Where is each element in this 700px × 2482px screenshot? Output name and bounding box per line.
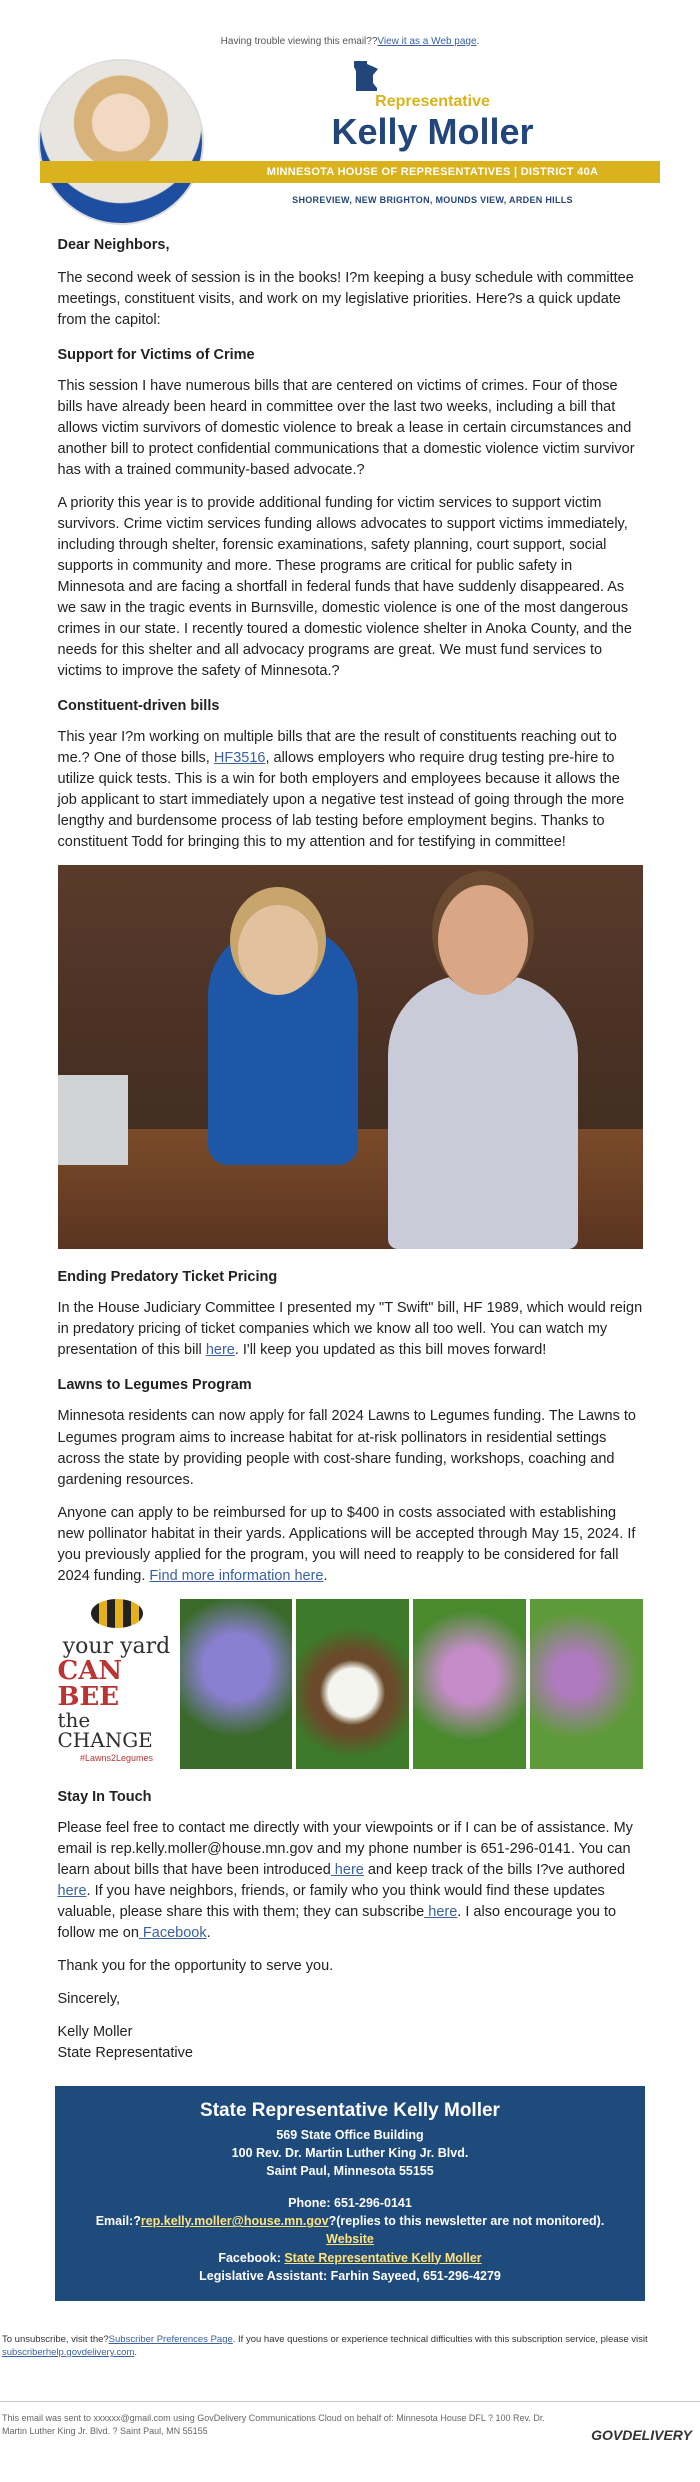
hearing-monitor bbox=[58, 1075, 128, 1165]
logo-line-1: your yard bbox=[62, 1633, 171, 1659]
stay-text-2: and keep track of the bills I?ve authored bbox=[363, 1861, 626, 1878]
flower-photo-2 bbox=[296, 1599, 409, 1769]
stay-text-3: . If you have neighbors, friends, or family who you think would find these updates valuable, please share this with them; they can subscribe bbox=[57, 1882, 605, 1920]
signature-title: State Representative bbox=[57, 2044, 193, 2061]
stay-text-4: . I also encourage you to follow me on bbox=[57, 1903, 617, 1941]
footer-email-line bbox=[55, 2212, 645, 2230]
hf3516-link[interactable]: HF3516 bbox=[213, 750, 266, 767]
view-online-bar bbox=[0, 0, 700, 55]
flower-photo-4 bbox=[530, 1599, 643, 1769]
footer-title: State Representative Kelly Moller bbox=[200, 2099, 500, 2121]
lawns-text-2: . bbox=[323, 1567, 328, 1584]
footer-website-line bbox=[55, 2230, 645, 2248]
newsletter-body bbox=[58, 235, 643, 2064]
footer-address-3: Saint Paul, Minnesota 55155 bbox=[266, 2164, 434, 2179]
logo-line-3: the CHANGE bbox=[57, 1707, 153, 1752]
committee-hearing-photo bbox=[58, 865, 643, 1249]
ticket-text-2: . I'll keep you updated as this bill moves forward! bbox=[234, 1342, 547, 1359]
subscriber-preferences-link[interactable]: Subscriber Preferences Page bbox=[108, 2333, 233, 2345]
facebook-link[interactable]: Facebook bbox=[138, 1924, 207, 1941]
lawns-paragraph-1: Minnesota residents can now apply for fall 2024 Lawns to Legumes funding. The Lawns to Legumes program aims to increase habitat for at-risk pollinators in residential settings across the state by providing people with cost-share funding, workshops, coaching and gardening resources. bbox=[57, 1408, 636, 1488]
title-label: Representative bbox=[375, 93, 490, 110]
representative-head bbox=[238, 905, 318, 995]
stay-text-1: Please feel free to contact me directly with your viewpoints or if I can be of assistance. My email is rep.kelly.moller@house.mn.gov and my phone number is 651-296-0141. You can learn about bills that have been introduced bbox=[57, 1819, 633, 1878]
lawns-info-link[interactable]: Find more information here bbox=[149, 1567, 324, 1584]
delivery-text: This email was sent to xxxxxx@gmail.com using GovDelivery Communications Cloud on behalf of: Minnesota House DFL ? 100 Rev. Dr. Martin Luther King Jr. Blvd. ? Saint Paul, MN 55155 bbox=[2, 2413, 545, 2436]
minnesota-state-icon bbox=[352, 61, 378, 91]
constituent-heading: Constituent-driven bills bbox=[57, 698, 220, 715]
delivery-notice bbox=[0, 2401, 700, 2449]
newsletter-header bbox=[40, 55, 660, 235]
victims-paragraph-1: This session I have numerous bills that are centered on victims of crimes. Four of those bills have already been heard in committee over the last two weeks, including a bill that allows victim survivors of domestic violence to break a lease in certain circumstances and another bill to protect confidential communications that a domestic violence victim survivor has with a trained community-based advocate.? bbox=[57, 378, 635, 479]
testifier-head bbox=[438, 885, 528, 995]
footer-facebook-link[interactable]: State Representative Kelly Moller bbox=[284, 2250, 482, 2265]
district-label: MINNESOTA HOUSE OF REPRESENTATIVES | DISTRICT 40A bbox=[266, 166, 599, 178]
view-web-page-link[interactable]: View it as a Web page bbox=[377, 36, 477, 47]
footer-address-2: 100 Rev. Dr. Martin Luther King Jr. Blvd. bbox=[231, 2145, 469, 2160]
stay-heading: Stay In Touch bbox=[57, 1788, 152, 1805]
lawns-heading: Lawns to Legumes Program bbox=[57, 1377, 252, 1394]
ticket-paragraph bbox=[58, 1298, 643, 1361]
victims-paragraph-2: A priority this year is to provide additional funding for victim services to support victim survivors. Crime victim services funding allows advocates to support victims immediately, including through shelter, forensic examinations, safety planning, court support, social supports in community and more. These programs are critical for public safety in Minnesota and are facing a shortfall in federal funds that have suddenly disappeared. As we saw in the tragic events in Burnsville, domestic violence is one of the most dangerous crimes in our state. I recently toured a domestic violence shelter in Anoka County, and the needs for this shelter and all advocacy programs are great. We must fund services to victims to improve the safety of Minnesota.? bbox=[57, 495, 632, 680]
unsub-text-1: To unsubscribe, visit the? bbox=[2, 2333, 109, 2345]
constituent-text-2: , allows employers who require drug testing pre-hire to utilize quick tests. This is a win for both employers and employees because it allows the job applicant to start immediately upon a negative test instead of going through the more lengthy and burdensome process of lab testing before employment begins. Thanks to constituent Todd for bringing this to my attention and for testifying in committee! bbox=[57, 750, 625, 851]
stay-paragraph bbox=[58, 1818, 643, 1944]
ticket-heading: Ending Predatory Ticket Pricing bbox=[57, 1269, 278, 1286]
footer-email-link[interactable]: rep.kelly.moller@house.mn.gov bbox=[140, 2214, 329, 2229]
signature-name: Kelly Moller bbox=[57, 2023, 133, 2040]
lawns-text-1: Anyone can apply to be reimbursed for up to $400 in costs associated with establishing new pollinator habitat in their yards. Applications will be accepted through May 15, 2024. If you previously applied for the program, you will need to reapply to be considered for fall 2024 funding. bbox=[57, 1504, 636, 1584]
your-yard-logo bbox=[58, 1599, 176, 1769]
constituent-paragraph bbox=[58, 727, 643, 853]
greeting: Dear Neighbors, bbox=[57, 237, 170, 253]
stay-text-5: . bbox=[206, 1924, 211, 1941]
footer-email-note: ?(replies to this newsletter are not monitored). bbox=[328, 2214, 605, 2229]
flower-photo-1 bbox=[180, 1599, 293, 1769]
representative-name: Kelly Moller bbox=[331, 111, 534, 152]
footer-facebook-line bbox=[55, 2249, 645, 2267]
footer-assistant: Legislative Assistant: Farhin Sayeed, 651-296-4279 bbox=[199, 2268, 501, 2283]
ticket-text-1: In the House Judiciary Committee I presented my "T Swift" bill, HF 1989, which would reign in predatory pricing of ticket companies which we know all too well. You can watch my presentation of this bill bbox=[57, 1300, 643, 1359]
contact-footer bbox=[55, 2086, 645, 2301]
thanks-line: Thank you for the opportunity to serve you. bbox=[57, 1957, 334, 1974]
representative-photo bbox=[40, 61, 202, 223]
sincerely-line: Sincerely, bbox=[57, 1990, 121, 2007]
govdelivery-logo: GOVDELIVERY bbox=[591, 2427, 692, 2444]
introduced-bills-link[interactable]: here bbox=[330, 1861, 364, 1878]
lawns-paragraph-2 bbox=[58, 1503, 643, 1587]
intro-paragraph: The second week of session is in the books! I?m keeping a busy schedule with committee meetings, constituent visits, and work on my legislative priorities. Here?s a quick update from the capitol: bbox=[57, 270, 634, 329]
subscribe-link[interactable]: here bbox=[424, 1903, 458, 1920]
constituent-text-1: This year I?m working on multiple bills that are the result of constituents reaching out to me.? One of those bills, bbox=[57, 729, 617, 767]
footer-address-1: 569 State Office Building bbox=[276, 2127, 424, 2142]
logo-hashtag: #Lawns2Legumes bbox=[79, 1752, 154, 1763]
testifier-figure bbox=[388, 975, 578, 1249]
district-cities: SHOREVIEW, NEW BRIGHTON, MOUNDS VIEW, ARDEN HILLS bbox=[292, 195, 573, 205]
bee-icon bbox=[91, 1599, 143, 1628]
footer-email-label: Email:? bbox=[95, 2214, 141, 2229]
ticket-presentation-link[interactable]: here bbox=[205, 1342, 235, 1359]
footer-facebook-label: Facebook: bbox=[218, 2250, 285, 2265]
unsubscribe-notice bbox=[0, 2321, 700, 2390]
footer-website-link[interactable]: Website bbox=[326, 2232, 374, 2247]
signature bbox=[58, 2022, 643, 2064]
view-online-prefix: Having trouble viewing this email?? bbox=[220, 36, 378, 47]
unsub-text-2: . If you have questions or experience technical difficulties with this subscription service, please visit bbox=[232, 2333, 648, 2345]
unsub-text-3: . bbox=[134, 2347, 137, 2359]
victims-heading: Support for Victims of Crime bbox=[57, 347, 255, 364]
flower-photo-3 bbox=[413, 1599, 526, 1769]
logo-line-2: CAN BEE bbox=[57, 1655, 123, 1712]
subscriber-help-link[interactable]: subscriberhelp.govdelivery.com bbox=[2, 2347, 135, 2359]
footer-phone: Phone: 651-296-0141 bbox=[288, 2196, 412, 2211]
view-online-suffix: . bbox=[476, 36, 480, 47]
lawns-to-legumes-banner bbox=[58, 1599, 643, 1769]
authored-bills-link[interactable]: here bbox=[57, 1882, 87, 1899]
